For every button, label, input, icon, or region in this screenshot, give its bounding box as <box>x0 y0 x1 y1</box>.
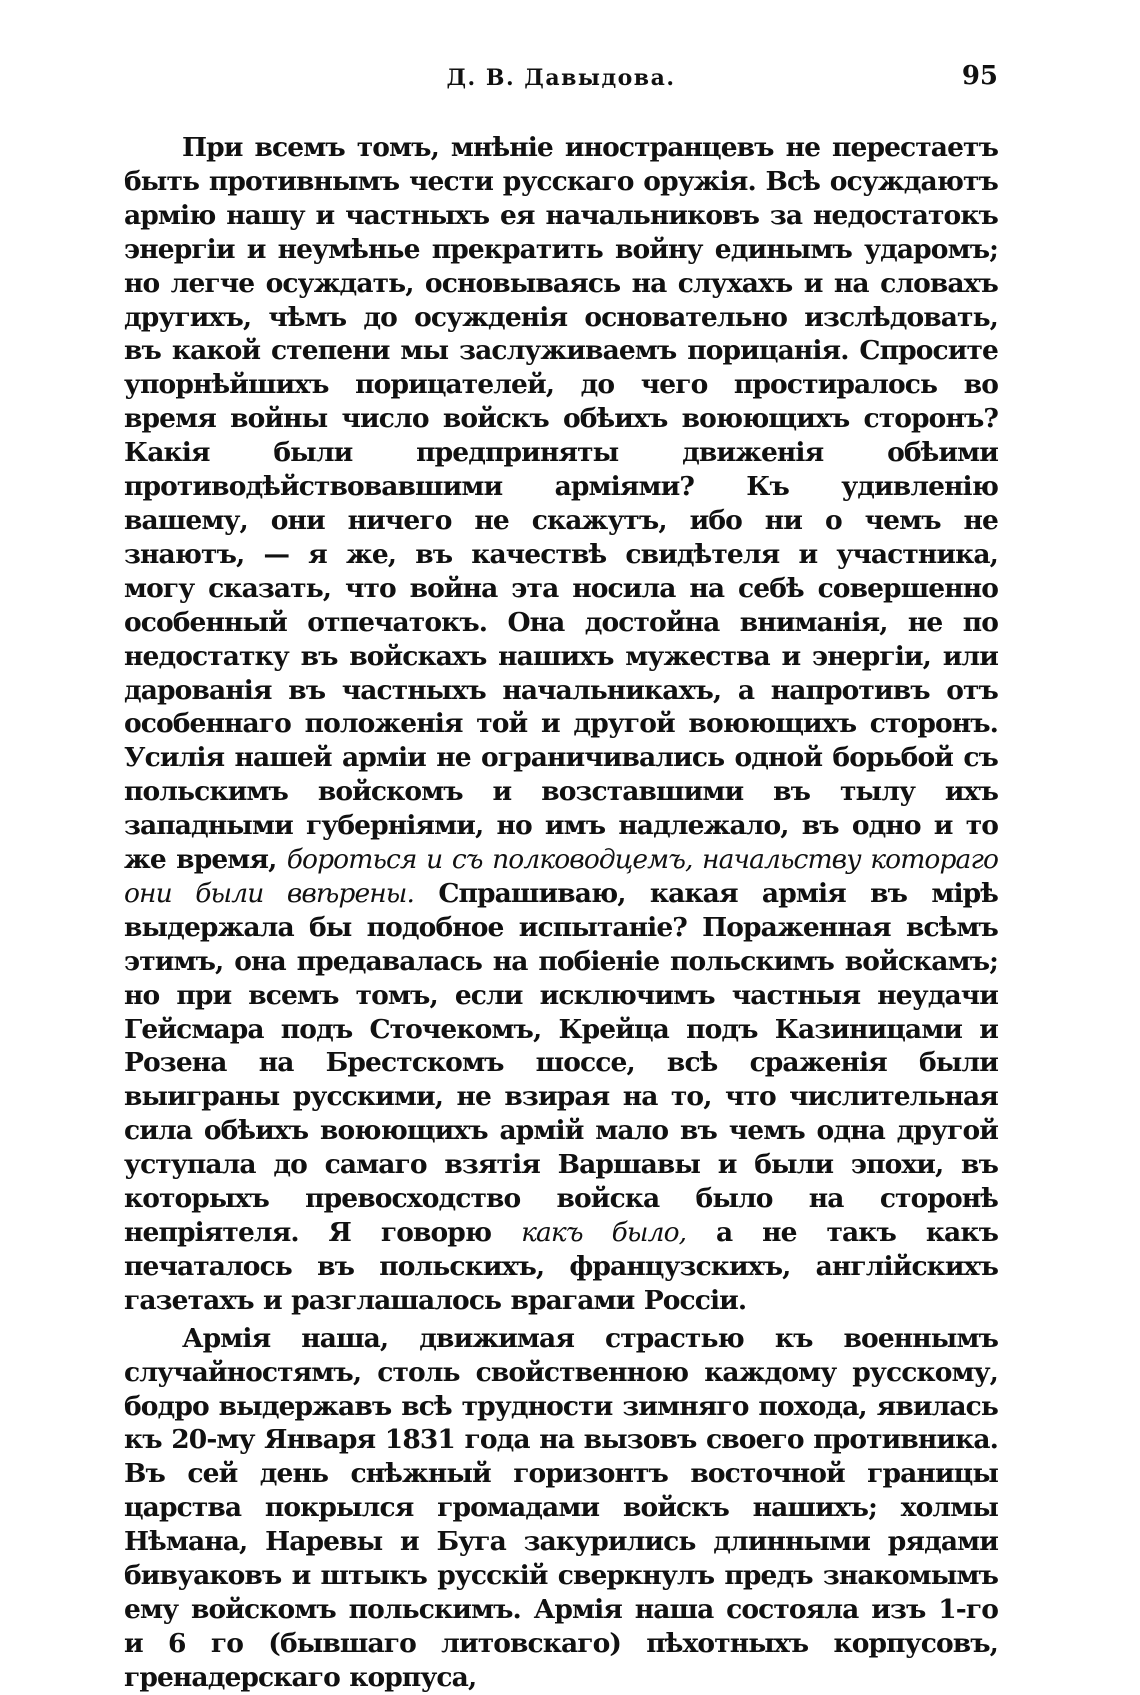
text-body <box>124 131 998 1695</box>
paragraph-1-text: При всемъ томъ, мнѣніе иностранцевъ не перестаетъ быть противнымъ чести русскаго оружія. Всѣ осуждаютъ армію нашу и частныхъ ея начальниковъ за недостатокъ энергіи и неумѣнье прекратить войну единымъ ударомъ; но легче осуждать, основываясь на слухахъ и на словахъ другихъ, чѣмъ до осужденія основательно изслѣдовать, въ какой степени мы заслуживаемъ порицанія. Спросите упорнѣйшихъ порицателей, до чего простиралось во время войны число войскъ обѣихъ воюющихъ сторонъ? Какія были предприняты движенія обѣими противодѣйствовавшими арміями? Къ удивленію вашему, они ничего не скажутъ, ибо ни о чемъ не знаютъ, — я же, въ качествѣ свидѣтеля и участника, могу сказать, что война эта носила на себѣ совершенно особенный отпечатокъ. Она достойна вниманія, не по недостатку въ войскахъ нашихъ мужества и энергіи, или дарованія въ частныхъ начальникахъ, а напротивъ отъ особеннаго положенія той и другой воюющихъ сторонъ. Усилія нашей арміи не ограничивались одной борьбой съ польскимъ войскомъ и возставшими въ тылу ихъ западными губерніями, но имъ надлежало, въ одно и то же время, <box>124 132 998 876</box>
paragraph-1-emphasis-quote: бороться и съ полководцемъ, начальству котораго они были ввѣрены. <box>124 844 998 909</box>
running-title: Д. В. Давыдова. <box>446 65 676 91</box>
paragraph-1-emphasis-kak-bylo: какъ было, <box>521 1217 687 1248</box>
running-head <box>124 55 998 99</box>
paragraph-1-text-continued: Спрашиваю, какая армія въ мірѣ выдержала бы подобное испытаніе? Пораженная всѣмъ этимъ, она предавалась на побіеніе польскимъ войскамъ; но при всемъ томъ, если исключимъ частныя неудачи Гейсмара подъ Сточекомъ, Крейца подъ Казиницами и Розена на Брестскомъ шоссе, всѣ сраженія были выиграны русскими, не взирая на то, что числительная сила обѣихъ воюющихъ армій мало въ чемъ одна другой уступала до самаго взятія Варшавы и были эпохи, въ которыхъ превосходство войска было на сторонѣ непріятеля. Я говорю <box>124 877 998 1248</box>
paragraph-2-text: Армія наша, движимая страстью къ военнымъ случайностямъ, столь свойственною каждому русскому, бодро выдержавъ всѣ трудности зимняго похода, явилась къ 20-му Января 1831 года на вызовъ своего противника. Въ сей день снѣжный горизонтъ восточной границы царства покрылся громадами войскъ нашихъ; холмы Нѣмана, Наревы и Буга закурились длинными рядами бивуаковъ и штыкъ русскій сверкнулъ предъ знакомымъ ему войскомъ польскимъ. Армія наша состояла изъ 1-го и 6 го (бывшаго литовскаго) пѣхотныхъ корпусовъ, гренадерскаго корпуса, <box>124 1322 998 1693</box>
paragraph-1-text-end: а не такъ какъ печаталось въ польскихъ, французскихъ, англійскихъ газетахъ и разглашалось врагами Россіи. <box>124 1217 998 1316</box>
page-number: 95 <box>961 61 998 91</box>
paragraph-1 <box>124 131 998 1318</box>
paragraph-2 <box>124 1322 998 1695</box>
